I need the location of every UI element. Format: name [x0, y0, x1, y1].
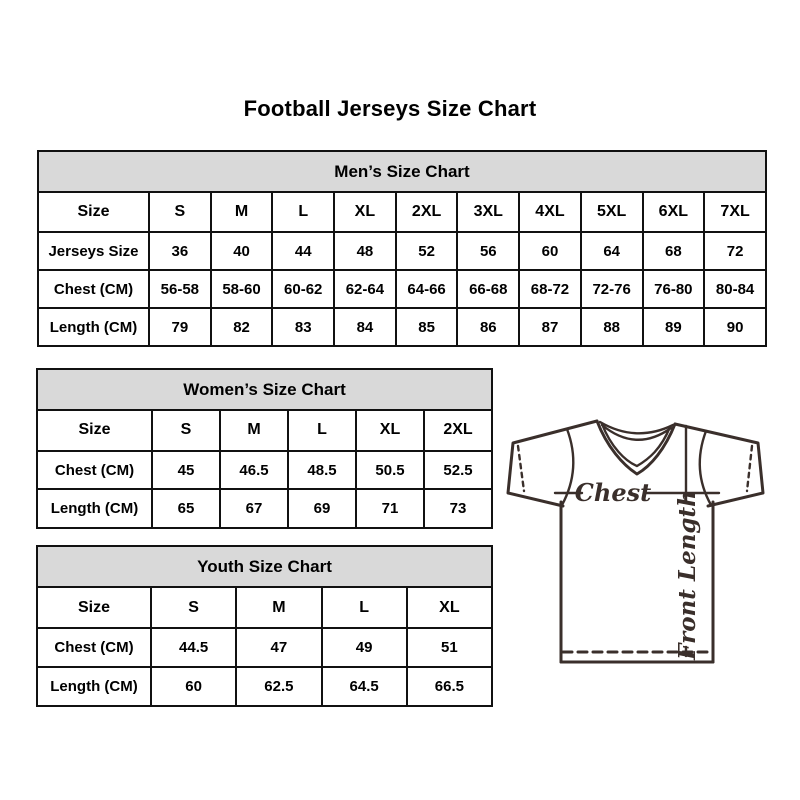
row-label: Chest (CM) [38, 270, 149, 308]
table-cell: 52.5 [424, 451, 492, 490]
right-cuff-dashed-line [747, 446, 752, 491]
table-cell: 82 [211, 308, 273, 346]
table-cell: 45 [152, 451, 220, 490]
table-cell: 48.5 [288, 451, 356, 490]
table-cell: 56-58 [149, 270, 211, 308]
col-header: XL [407, 587, 492, 628]
col-header: 2XL [396, 192, 458, 232]
row-label: Chest (CM) [37, 451, 152, 490]
womens-size-chart-table [36, 368, 493, 529]
table-cell: 85 [396, 308, 458, 346]
table-cell: 64.5 [322, 667, 407, 706]
table-cell: 49 [322, 628, 407, 667]
table-cell: 73 [424, 489, 492, 528]
table-cell: 47 [236, 628, 321, 667]
table-cell: 62-64 [334, 270, 396, 308]
table-cell: 58-60 [211, 270, 273, 308]
table-cell: 86 [457, 308, 519, 346]
col-header: XL [356, 410, 424, 451]
table-title: Men’s Size Chart [38, 151, 766, 192]
table-cell: 48 [334, 232, 396, 270]
table-cell: 52 [396, 232, 458, 270]
table-cell: 60 [519, 232, 581, 270]
table-cell: 56 [457, 232, 519, 270]
col-header: M [211, 192, 273, 232]
jersey-measurement-diagram [505, 405, 767, 667]
col-header: 3XL [457, 192, 519, 232]
table-cell: 60-62 [272, 270, 334, 308]
col-header: S [152, 410, 220, 451]
col-header: L [288, 410, 356, 451]
table-cell: 44 [272, 232, 334, 270]
table-cell: 64 [581, 232, 643, 270]
front-length-measure-label: Front Length [674, 490, 701, 660]
size-table [36, 545, 493, 707]
row-label: Length (CM) [38, 308, 149, 346]
col-header: XL [334, 192, 396, 232]
col-header: M [220, 410, 288, 451]
table-cell: 67 [220, 489, 288, 528]
table-cell: 68 [643, 232, 705, 270]
row-label: Length (CM) [37, 667, 151, 706]
table-cell: 80-84 [704, 270, 766, 308]
col-header: 4XL [519, 192, 581, 232]
col-header: S [151, 587, 236, 628]
col-header: 6XL [643, 192, 705, 232]
table-cell: 84 [334, 308, 396, 346]
table-cell: 40 [211, 232, 273, 270]
table-cell: 88 [581, 308, 643, 346]
row-label: Size [38, 192, 149, 232]
table-cell: 66.5 [407, 667, 492, 706]
table-cell: 64-66 [396, 270, 458, 308]
table-cell: 51 [407, 628, 492, 667]
size-table [37, 150, 767, 347]
table-cell: 44.5 [151, 628, 236, 667]
size-table [36, 368, 493, 529]
col-header: L [322, 587, 407, 628]
table-cell: 87 [519, 308, 581, 346]
left-cuff-dashed-line [518, 446, 524, 491]
table-cell: 72 [704, 232, 766, 270]
table-cell: 89 [643, 308, 705, 346]
col-header: 2XL [424, 410, 492, 451]
table-cell: 90 [704, 308, 766, 346]
table-cell: 66-68 [457, 270, 519, 308]
col-header: 7XL [704, 192, 766, 232]
row-label: Jerseys Size [38, 232, 149, 270]
table-cell: 71 [356, 489, 424, 528]
table-cell: 72-76 [581, 270, 643, 308]
chest-measure-label: Chest [574, 478, 652, 507]
youth-size-chart-table [36, 545, 493, 707]
table-cell: 62.5 [236, 667, 321, 706]
table-cell: 36 [149, 232, 211, 270]
row-label: Size [37, 587, 151, 628]
col-header: 5XL [581, 192, 643, 232]
mens-size-chart-table [37, 150, 767, 347]
table-title: Youth Size Chart [37, 546, 492, 587]
table-cell: 68-72 [519, 270, 581, 308]
table-cell: 60 [151, 667, 236, 706]
page-title: Football Jerseys Size Chart [243, 96, 537, 121]
table-title: Women’s Size Chart [37, 369, 492, 410]
table-cell: 69 [288, 489, 356, 528]
table-cell: 76-80 [643, 270, 705, 308]
col-header: L [272, 192, 334, 232]
row-label: Length (CM) [37, 489, 152, 528]
table-cell: 50.5 [356, 451, 424, 490]
table-cell: 79 [149, 308, 211, 346]
row-label: Chest (CM) [37, 628, 151, 667]
table-cell: 65 [152, 489, 220, 528]
col-header: M [236, 587, 321, 628]
row-label: Size [37, 410, 152, 451]
col-header: S [149, 192, 211, 232]
table-cell: 46.5 [220, 451, 288, 490]
table-cell: 83 [272, 308, 334, 346]
